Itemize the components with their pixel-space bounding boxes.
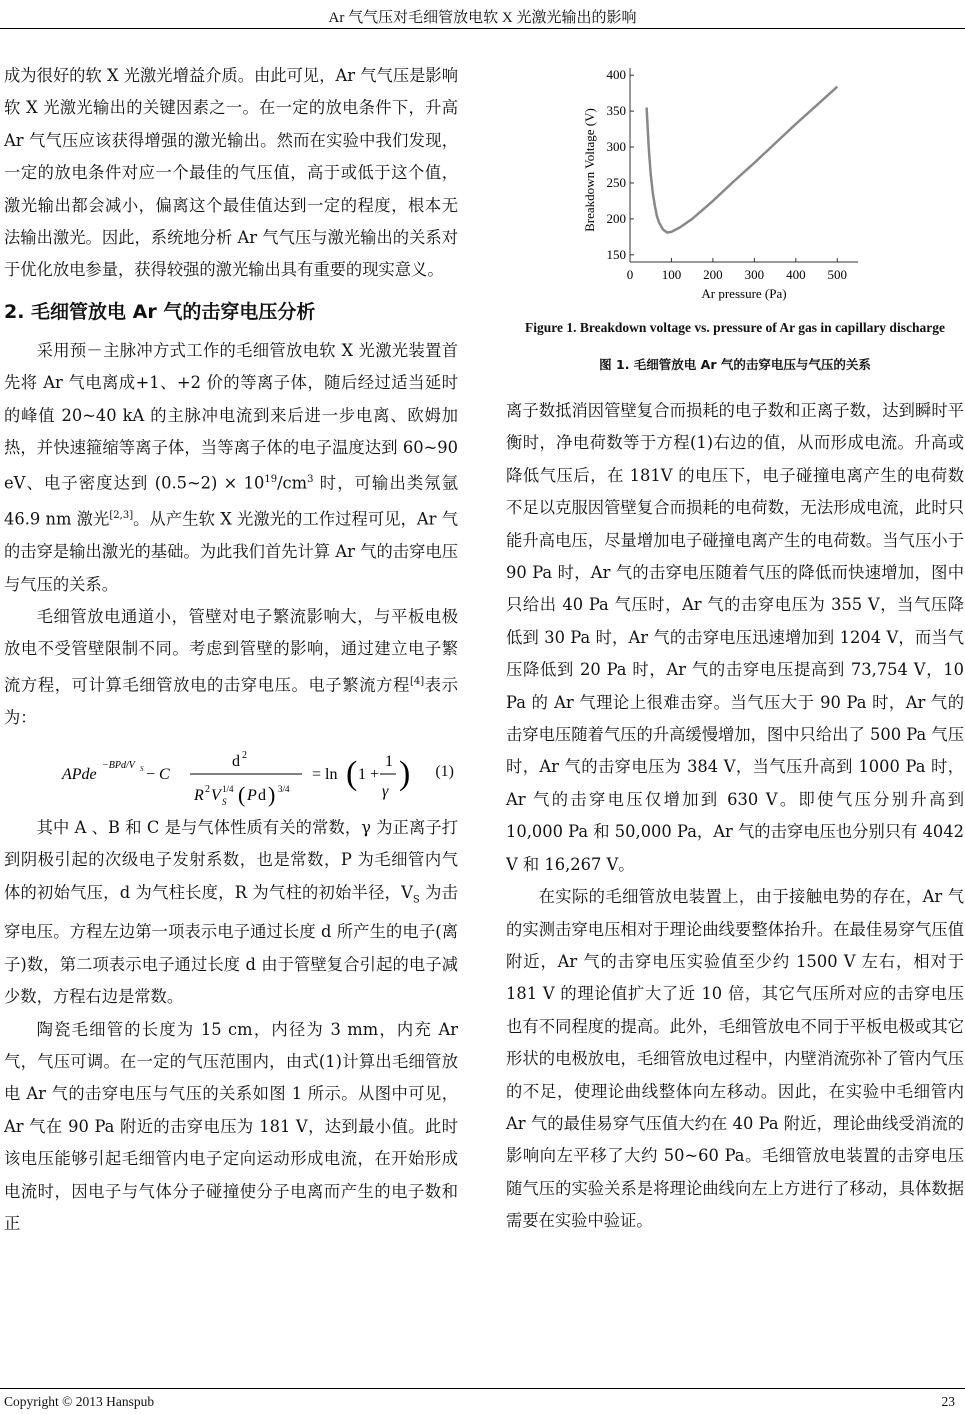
- breakdown-voltage-chart: [506, 60, 964, 320]
- svg-text:1/4: 1/4: [222, 783, 234, 794]
- y-tick-label: 150: [606, 246, 626, 262]
- figure-1: [506, 60, 964, 390]
- figure-caption-zh: 图 1. 毛细管放电 Ar 气的击穿电压与气压的关系: [599, 357, 871, 372]
- text-run: /cm: [277, 473, 308, 493]
- series-line: [647, 87, 838, 233]
- x-tick-label: 0: [626, 267, 634, 282]
- running-title: Ar 气气压对毛细管放电软 X 光激光输出的影响: [328, 10, 637, 26]
- left-column: [4, 60, 458, 1241]
- y-tick-label: 200: [606, 210, 626, 226]
- svg-text:APde: APde: [62, 765, 97, 783]
- svg-text:d: d: [258, 786, 266, 804]
- svg-text:): ): [268, 781, 276, 807]
- x-tick-label: 100: [661, 267, 682, 282]
- header-rule: [0, 28, 965, 29]
- y-axis-label: Breakdown Voltage (V): [582, 108, 597, 232]
- x-tick-label: 500: [827, 267, 848, 282]
- svg-text:−BPd/V: −BPd/V: [102, 759, 135, 771]
- svg-text:1 +: 1 +: [358, 765, 380, 783]
- equation-block: [4, 734, 458, 812]
- citation: [4]: [409, 675, 425, 687]
- equation-formula: [4, 734, 458, 812]
- page-number: 23: [941, 1394, 955, 1409]
- text-run: 其中 A 、B 和 C 是与气体性质有关的常数，γ 为正离子打到阴极引起的次级电子发射系数，也是常数，P 为毛细管内气体的初始气压，d 为气柱长度，R 为气柱的初始半径，V: [4, 817, 458, 902]
- svg-text:V: V: [211, 786, 221, 804]
- svg-text:S: S: [222, 796, 227, 807]
- svg-text:3/4: 3/4: [278, 783, 290, 794]
- paragraph-avalanche: [4, 601, 458, 734]
- superscript: 3: [307, 474, 314, 486]
- svg-text:d: d: [232, 752, 240, 770]
- y-tick-label: 400: [606, 67, 626, 83]
- svg-text:= ln: = ln: [312, 765, 338, 783]
- citation: [2,3]: [109, 510, 134, 522]
- y-tick-label: 350: [606, 103, 626, 119]
- x-tick-label: 300: [744, 267, 765, 282]
- svg-text:(: (: [238, 781, 246, 807]
- y-tick-label: 250: [606, 174, 626, 190]
- text-run: 表示为：: [4, 675, 458, 727]
- svg-text:C: C: [159, 765, 170, 783]
- paragraph-capillary: 陶瓷毛细管的长度为 15 cm，内径为 3 mm，内充 Ar 气，气压可调。在一定的气压范围内，由式(1)计算出毛细管放电 Ar 气的击穿电压与气压的关系如图 1 所示。从图中可见，Ar 气在 90 Pa 附近的击穿电压为 181 V，达到最小值。此时该电压能够引起毛细管内电子定向运动形成电流，在开始形成电流时，因电子与气体分子碰撞使分子电离而产生的电子数和正: [4, 1019, 458, 1234]
- text-run: 。从产生软 X 光激光的工作过程可见，Ar 气的击穿是输出激光的基础。为此我们首先计算 Ar 气的击穿电压与气压的关系。: [4, 509, 458, 594]
- svg-text:R: R: [194, 786, 204, 804]
- text-run: 毛细管放电通道小，管壁对电子繁流影响大，与平板电极放电不受管壁限制不同。考虑到管壁的影响，通过建立电子繁流方程，可计算毛细管放电的击穿电压。电子繁流方程: [4, 606, 458, 695]
- svg-text:(: (: [346, 754, 358, 792]
- x-axis-label: Ar pressure (Pa): [701, 286, 787, 301]
- subscript: S: [412, 894, 420, 906]
- svg-text:γ: γ: [382, 782, 389, 800]
- paragraph-experiment: 在实际的毛细管放电装置上，由于接触电势的存在，Ar 气的实测击穿电压相对于理论曲线要整体抬升。在最佳易穿气压值附近，Ar 气的击穿电压实验值至少约 1500 V 左右，相对于 181 V 的理论值扩大了近 10 倍，其它气压所对应的击穿电压也有不同程度的提高。此外，毛细管放电不同于平板电极或其它形状的电极放电，毛细管放电过程中，内壁消流弥补了管内气压的不足，使理论曲线整体向左移动。因此，在实验中毛细管内 Ar 气的最佳易穿气压值大约在 40 Pa 附近，理论曲线受消流的影响向左平移了大约 50~60 Pa。毛细管放电装置的击穿电压随气压的实验关系是将理论曲线向左上方进行了移动，具体数据需要在实验中验证。: [506, 887, 964, 1231]
- superscript: 19: [264, 474, 278, 486]
- svg-text:2: 2: [242, 749, 247, 761]
- right-column: [506, 395, 964, 1238]
- equation-number: (1): [435, 762, 454, 780]
- copyright: Copyright © 2013 Hanspub: [4, 1394, 155, 1409]
- x-tick-label: 200: [703, 267, 723, 282]
- paragraph-continuation: 离子数抵消因管壁复合而损耗的电子数和正离子数，达到瞬时平衡时，净电荷数等于方程(1)右边的值，从而形成电流。升高或降低气压后，在 181V 的电压下，电子碰撞电离产生的电荷数不足以克服因管壁复合而损耗的电荷数，无法形成电流，此时只能升高电压，尽量增加电子碰撞电离产生的电荷数。当气压小于 90 Pa 时，Ar 气的击穿电压随着气压的降低而快速增加，图中只给出 40 Pa 气压时，Ar 气的击穿电压为 355 V，当气压降低到 30 Pa 时，Ar 气的击穿电压迅速增加到 1204 V，而当气压降低到 20 Pa 时，Ar 气的击穿电压提高到 73,754 V，10 Pa 的 Ar 气理论上很难击穿。当气压大于 90 Pa 时，Ar 气的击穿电压随着气压的升高缓慢增加，图中只给出了 500 Pa 气压时，Ar 气的击穿电压为 384 V，当气压升高到 1000 Pa 时，Ar 气的击穿电压仅增加到 630 V。即使气压分别升高到 10,000 Pa 和 50,000 Pa，Ar 气的击穿电压也分别只有 4042 V 和 16,267 V。: [506, 401, 964, 874]
- footer-rule: [0, 1388, 965, 1389]
- text-run: 为击穿电压。方程左边第一项表示电子通过长度 d 所产生的电子(离子)数，第二项表示电子通过长度 d 由于管壁复合引起的电子减少数，方程右边是常数。: [4, 882, 458, 1007]
- y-tick-label: 300: [606, 139, 626, 155]
- paragraph-constants: [4, 812, 458, 1014]
- svg-text:−: −: [146, 765, 156, 783]
- section-title: 2. 毛细管放电 Ar 气的击穿电压分析: [4, 300, 316, 323]
- svg-text:2: 2: [205, 783, 210, 795]
- svg-text:S: S: [140, 764, 144, 773]
- svg-text:P: P: [247, 786, 257, 804]
- text-run: 采用预－主脉冲方式工作的毛细管放电软 X 光激光装置首先将 Ar 气电离成+1、+2 价的等离子体，随后经过适当延时的峰值 20~40 kA 的主脉冲电流到来后进一步电离、欧姆加热，并快速箍缩等离子体，当等离子体的电子温度达到 60~90 eV、电子密度达到 (0.5~2) × 10: [4, 340, 458, 493]
- paragraph-intro: 成为很好的软 X 光激光增益介质。由此可见，Ar 气气压是影响软 X 光激光输出的关键因素之一。在一定的放电条件下，升高 Ar 气气压应该获得增强的激光输出。然而在实验中我们发现，一定的放电条件对应一个最佳的气压值，高于或低于这个值，激光输出都会减小，偏离这个最佳值达到一定的程度，根本无法输出激光。因此，系统地分析 Ar 气气压与激光输出的关系对于优化放电参量，获得较强的激光输出具有重要的现实意义。: [4, 66, 458, 280]
- svg-text:): ): [399, 754, 411, 792]
- paragraph-process: [4, 335, 458, 601]
- svg-text:1: 1: [385, 752, 393, 770]
- figure-caption-en: Figure 1. Breakdown voltage vs. pressure of Ar gas in capillary discharge: [525, 320, 945, 335]
- text-run: 时，可输出类氖氩 46.9 nm 激光: [4, 473, 458, 529]
- x-tick-label: 400: [786, 267, 806, 282]
